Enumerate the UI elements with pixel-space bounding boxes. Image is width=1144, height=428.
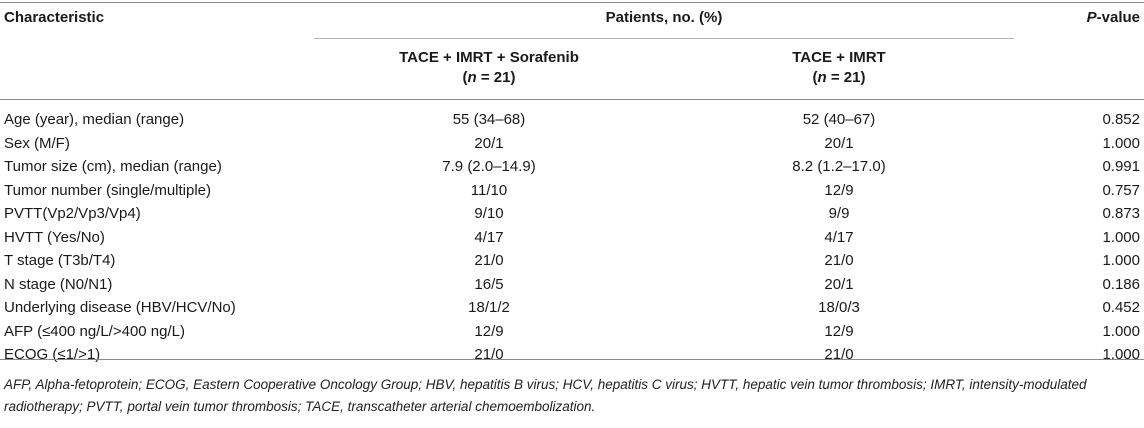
row-group2-value: 4/17 [824,228,854,246]
row-label: N stage (N0/N1) [4,275,113,293]
row-pvalue: 1.000 [1102,228,1140,246]
row-pvalue: 0.452 [1102,299,1140,316]
group-underline [314,38,1014,39]
row-group1-value: 7.9 (2.0–14.9) [442,158,536,175]
row-group2-value: 21/0 [824,346,854,363]
row-group1-value: 18/1/2 [468,299,510,316]
row-group2-value: 52 (40–67) [802,111,876,128]
row-pvalue: 0.186 [1102,275,1140,293]
row-pvalue: 0.991 [1102,158,1140,175]
row-group2-value: 21/0 [824,252,854,269]
row-group2-value: 20/1 [824,275,854,293]
header-group2-name: TACE + IMRT [792,49,886,66]
row-label: Tumor number (single/multiple) [4,181,212,199]
header-rule [0,99,1144,100]
row-pvalue: 1.000 [1102,252,1140,269]
row-group1-value: 11/10 [470,181,508,199]
row-group2-value: 12/9 [824,181,854,199]
header-patients-group: Patients, no. (%) [605,9,723,26]
row-group1-value: 20/1 [474,134,504,152]
header-pvalue: P-value [1086,9,1140,26]
row-group1-value: 12/9 [474,322,504,340]
row-group1-value: 16/5 [474,275,504,293]
row-label: AFP (≤400 ng/L/>400 ng/L) [4,322,185,340]
row-group1-value: 21/0 [474,252,504,269]
row-group2-value: 18/0/3 [818,299,860,316]
row-group2-value: 12/9 [824,322,854,340]
top-rule [0,2,1144,3]
header-group1-n: (n = 21) [462,69,516,86]
row-label: Underlying disease (HBV/HCV/No) [4,299,236,316]
row-group2-value: 9/9 [828,205,850,222]
row-pvalue: 0.873 [1102,205,1140,222]
row-group1-value: 9/10 [474,205,504,222]
header-group2-n: (n = 21) [812,69,866,86]
row-label: Tumor size (cm), median (range) [4,158,222,175]
row-pvalue: 1.000 [1102,346,1140,363]
row-pvalue: 1.000 [1102,322,1140,340]
row-label: ECOG (≤1/>1) [4,346,101,363]
bottom-rule [0,359,1144,360]
row-pvalue: 0.757 [1102,181,1140,199]
row-label: HVTT (Yes/No) [4,228,105,246]
row-group1-value: 4/17 [474,228,504,246]
row-pvalue: 1.000 [1102,134,1140,152]
table-footnote: AFP, Alpha-fetoprotein; ECOG, Eastern Cooperative Oncology Group; HBV, hepatitis B virus; HCV, hepatitis C virus; HVTT, hepatic vein tumor thrombosis; IMRT, intensity-modulated radiotherapy; PVTT, portal vein tumor thrombosis; TACE, transcatheter arterial chemoembolization. [4,377,1087,414]
row-label: Age (year), median (range) [4,111,185,128]
row-label: T stage (T3b/T4) [4,252,116,269]
row-group1-value: 55 (34–68) [452,111,526,128]
header-characteristic: Characteristic [4,9,105,26]
row-group2-value: 20/1 [824,134,854,152]
row-group2-value: 8.2 (1.2–17.0) [792,158,886,175]
row-label: PVTT(Vp2/Vp3/Vp4) [4,205,141,222]
row-label: Sex (M/F) [4,134,70,152]
row-pvalue: 0.852 [1102,111,1140,128]
row-group1-value: 21/0 [474,346,504,363]
header-group1-name: TACE + IMRT + Sorafenib [399,49,579,66]
